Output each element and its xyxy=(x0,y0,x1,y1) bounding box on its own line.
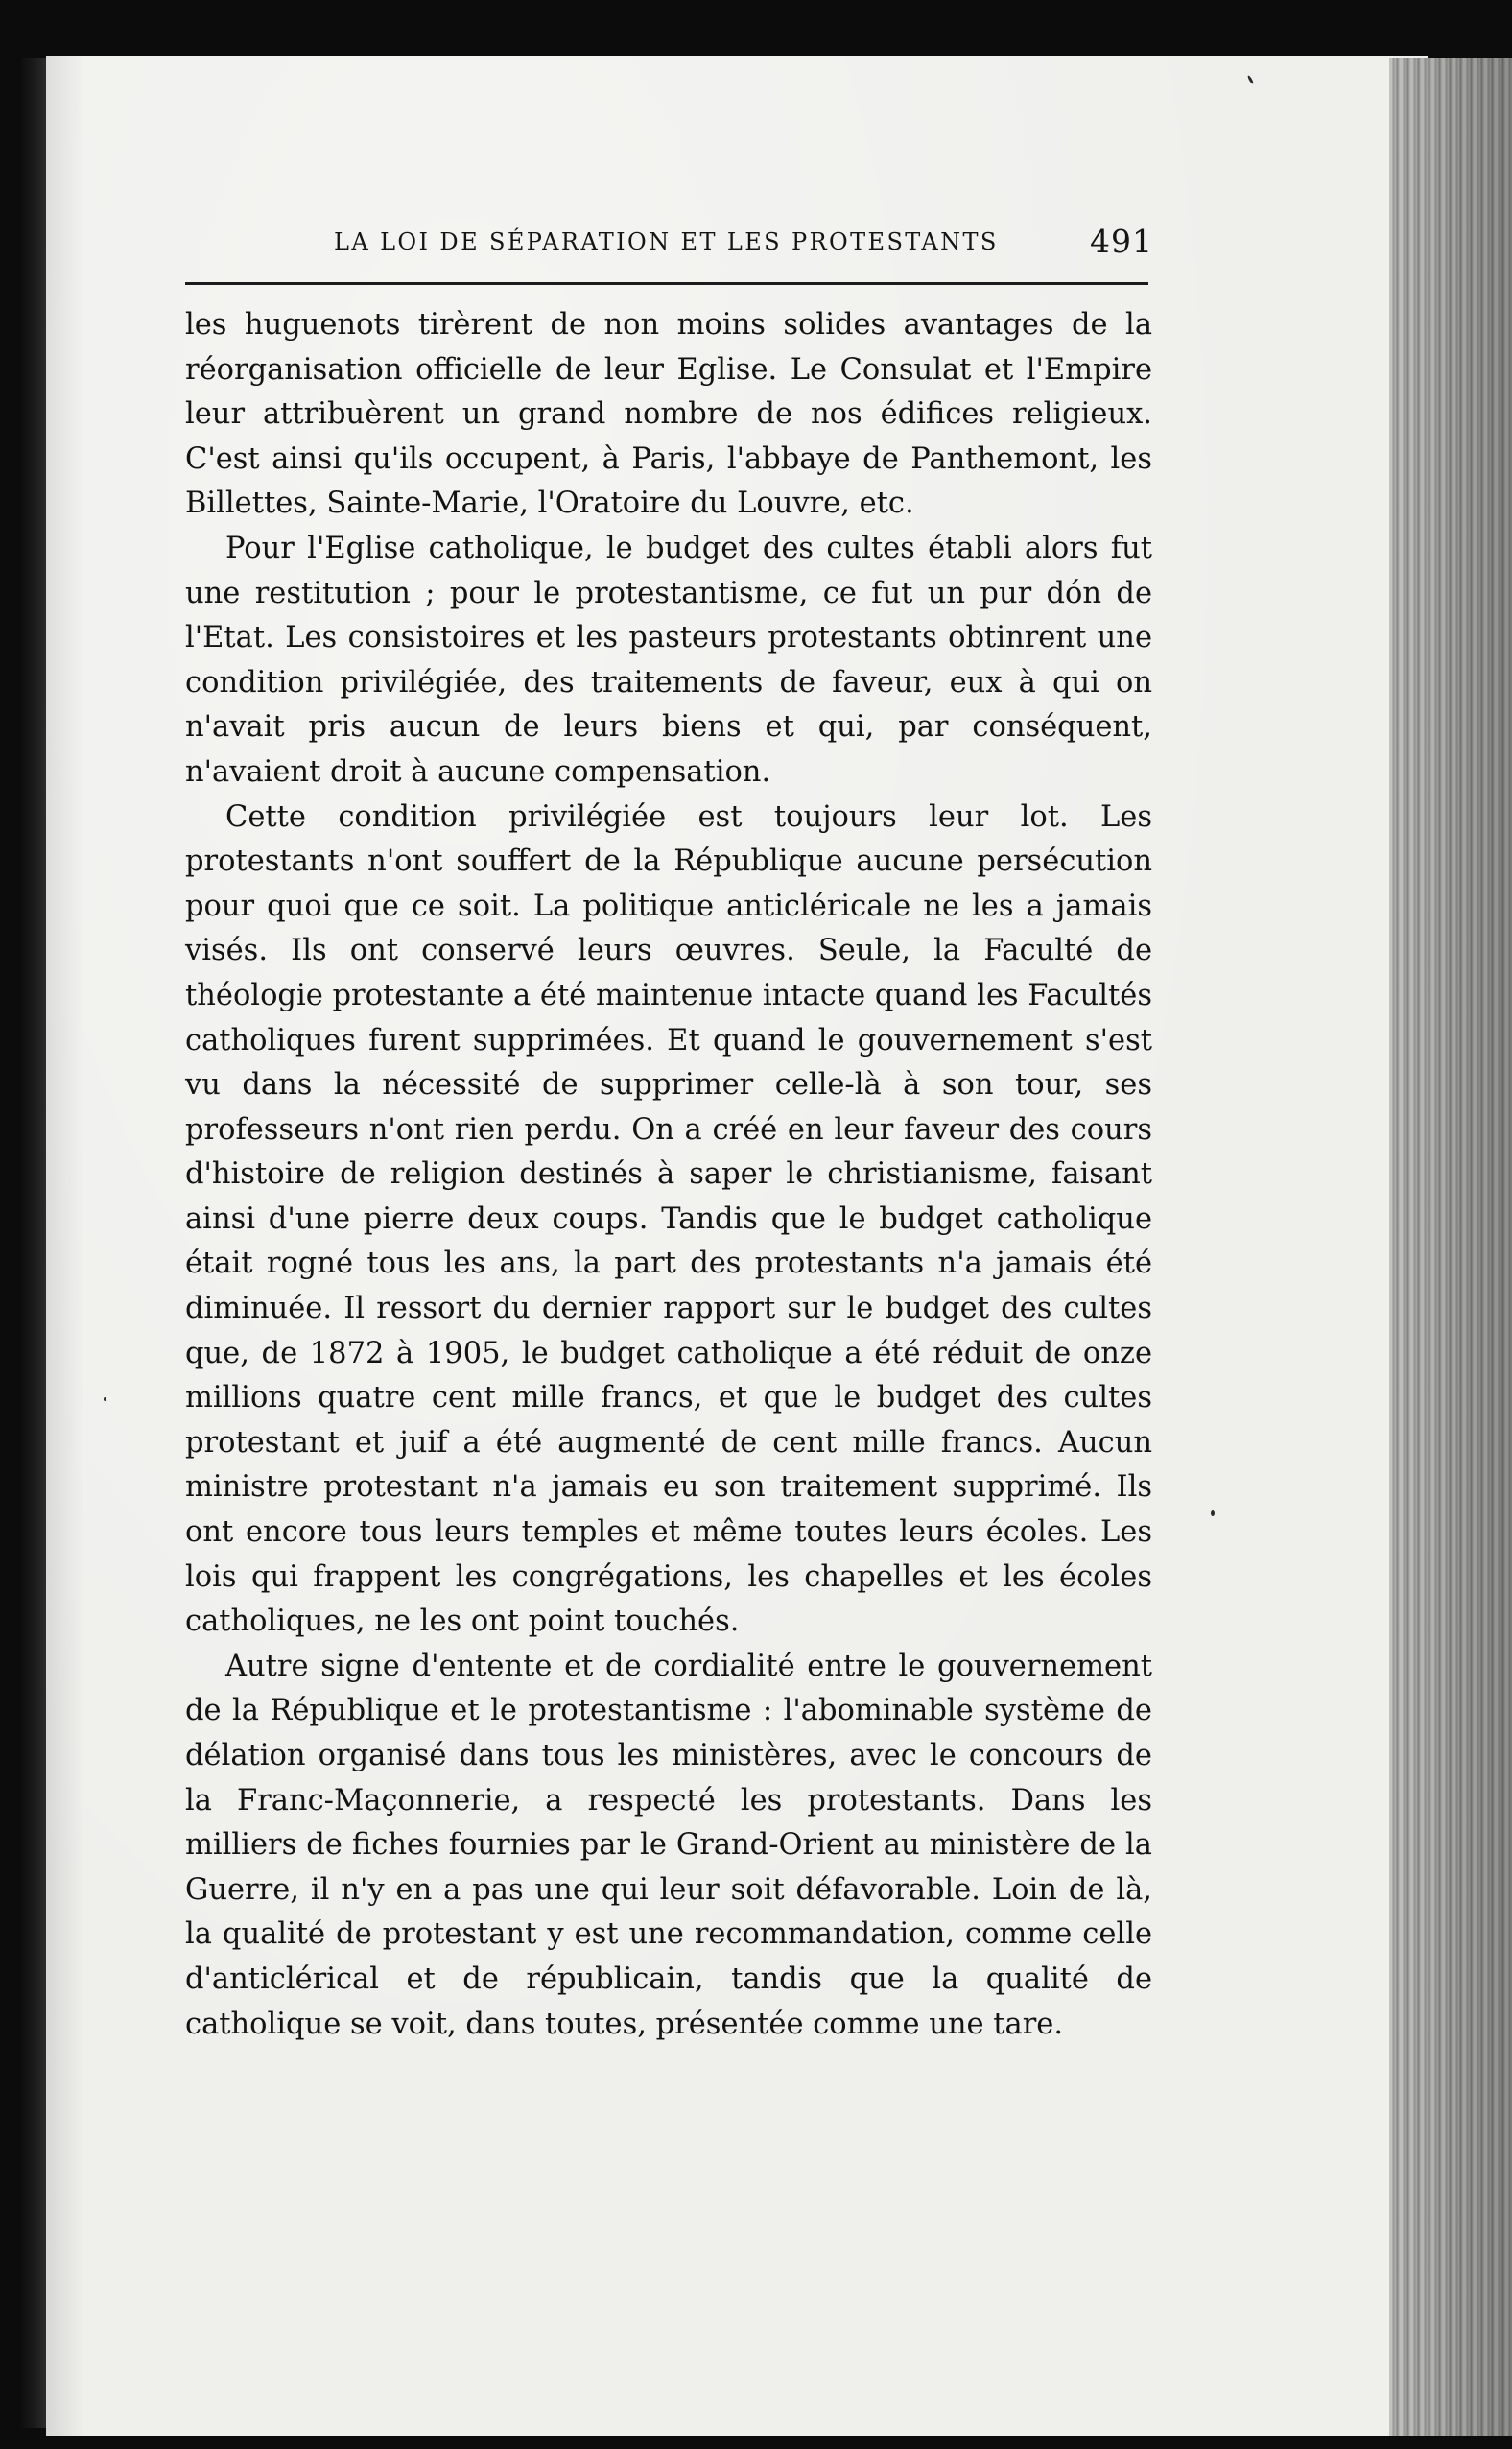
body-text xyxy=(185,303,1152,2047)
paragraph-2: Pour l'Eglise catholique, le budget des cultes établi alors fut une restitution ; pour le protestantisme, ce fut un pur dón de l'Etat. Les consistoires et les pasteurs protestants obtinrent une condition privilégiée, des traitements de faveur, eux à qui on n'avait pris aucun de leurs biens et qui, par conséquent, n'avaient droit à aucune compensation. xyxy=(185,531,1152,789)
paper-speck xyxy=(1211,1510,1215,1516)
paragraph-3: Cette condition privilégiée est toujours leur lot. Les protestants n'ont souffert de la République aucune persécution pour quoi que ce soit. La politique anticléricale ne les a jamais visés. Ils ont conservé leurs œuvres. Seule, la Faculté de théologie protestante a été maintenue intacte quand les Facultés catholiques furent supprimées. Et quand le gouvernement s'est vu dans la nécessité de supprimer celle-là à son tour, ses professeurs n'ont rien perdu. On a créé en leur faveur des cours d'histoire de religion destinés à saper le christianisme, faisant ainsi d'une pierre deux coups. Tandis que le budget catholique était rogné tous les ans, la part des protestants n'a jamais été diminuée. Il ressort du dernier rapport sur le budget des cultes que, de 1872 à 1905, le budget catholique a été réduit de onze millions quatre cent mille francs, et que le budget des cultes protestant et juif a été augmenté de cent mille francs. Aucun ministre protestant n'a jamais eu son traitement supprimé. Ils ont encore tous leurs temples et même toutes leurs écoles. Les lois qui frappent les congrégations, les chapelles et les écoles catholiques, ne les ont point touchés. xyxy=(185,799,1152,1639)
header-rule xyxy=(185,282,1148,285)
book-spine-shadow xyxy=(17,58,46,2428)
paper-speck xyxy=(104,1397,106,1401)
paragraph-1: les huguenots tirèrent de non moins solides avantages de la réorganisation officielle de leur Eglise. Le Consulat et l'Empire leur attribuèrent un grand nombre de nos édifices religieux. C'est ainsi qu'ils occupent, à Paris, l'abbaye de Panthemont, les Billettes, Sainte-Marie, l'Oratoire du Louvre, etc. xyxy=(185,308,1152,521)
paragraph-4: Autre signe d'entente et de cordialité entre le gouvernement de la République et le protestantisme : l'abominable système de délation organisé dans tous les ministères, avec le concours de la Franc-Maçonnerie, a respecté les protestants. Dans les milliers de fiches fournies par le Grand-Orient au ministère de la Guerre, il n'y en a pas une qui leur soit défavorable. Loin de là, la qualité de protestant y est une recommandation, comme celle d'anticlérical et de républicain, tandis que la qualité de catholique se voit, dans toutes, présentée comme une tare. xyxy=(185,1649,1152,2041)
running-head xyxy=(334,223,1153,273)
page-fore-edge-shade xyxy=(1389,58,1512,2436)
page-number: 491 xyxy=(1090,223,1153,260)
running-title: LA LOI DE SÉPARATION ET LES PROTESTANTS xyxy=(334,228,999,255)
